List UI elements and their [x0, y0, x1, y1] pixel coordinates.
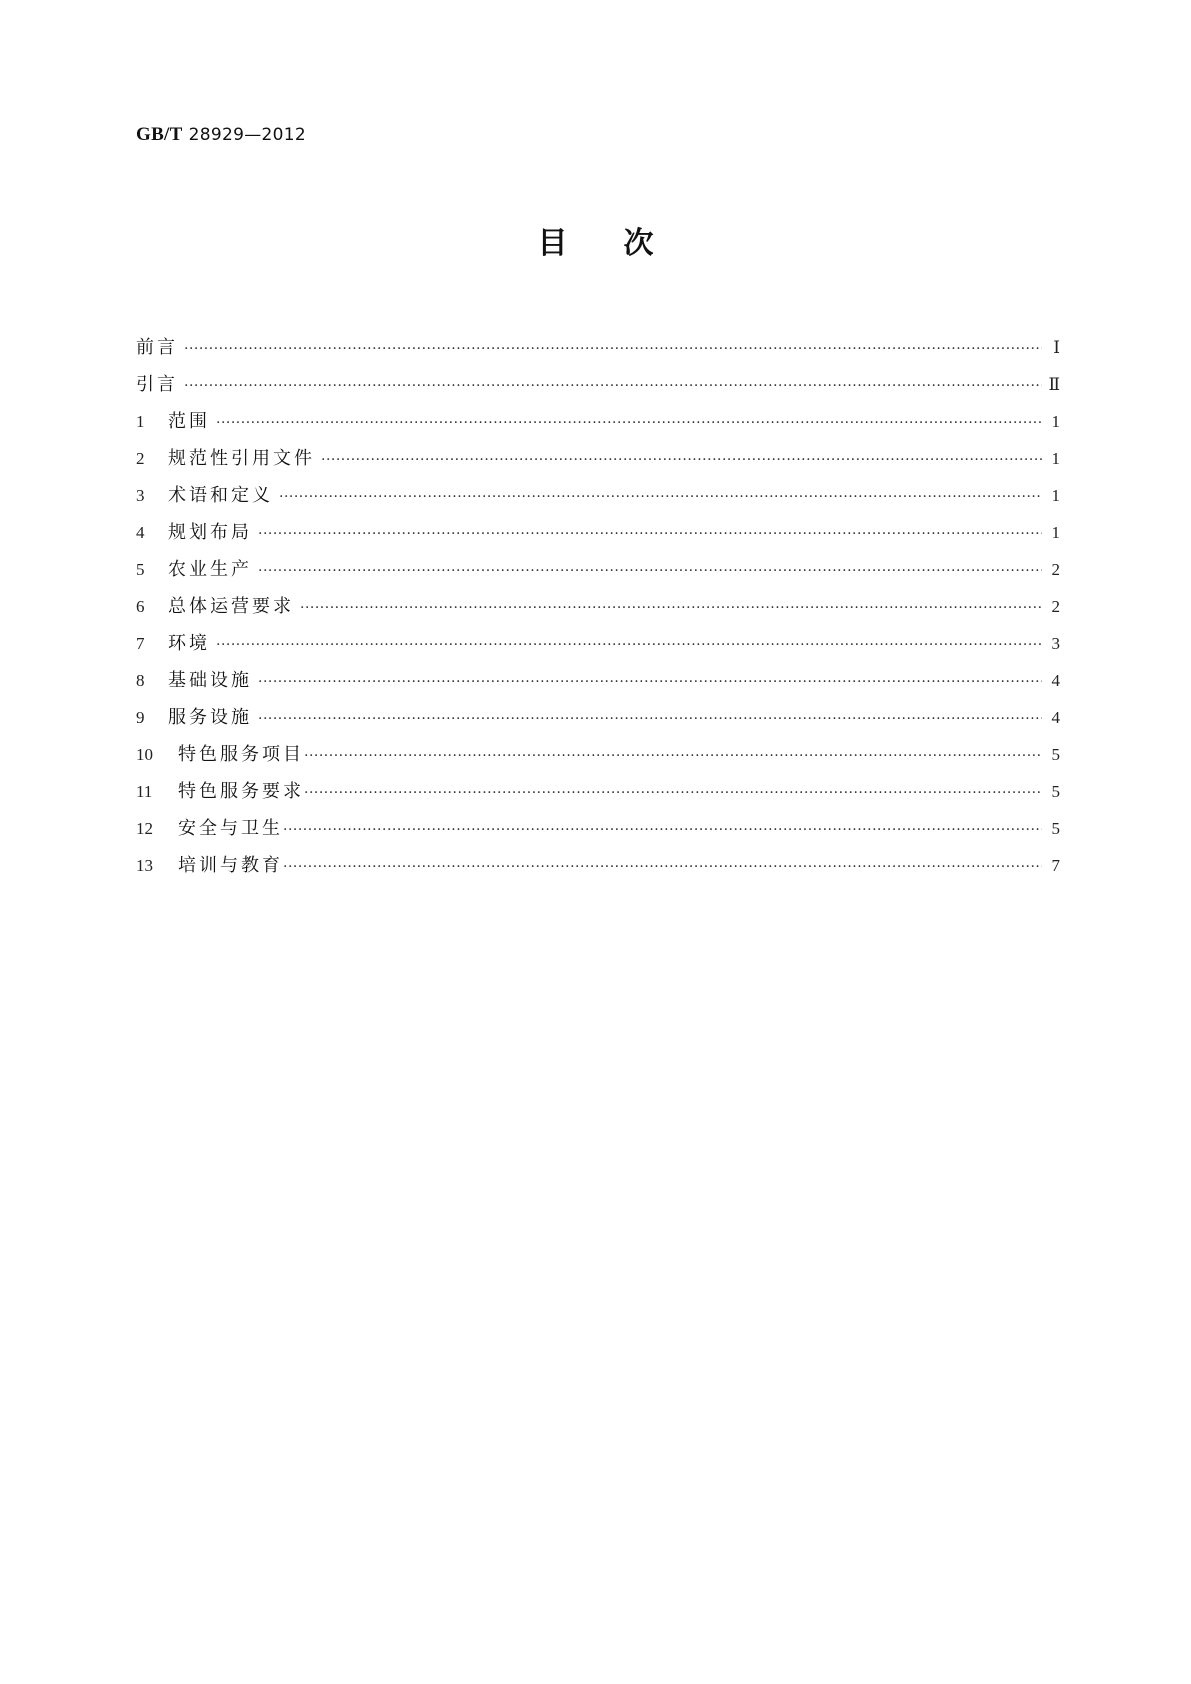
toc-title-char-1: 目: [537, 226, 568, 261]
toc-entry-number: 7: [136, 634, 145, 653]
toc-entry-10[interactable]: [136, 736, 1060, 773]
toc-entry-page: 1: [1051, 523, 1060, 542]
toc-entry-label: 服务设施: [168, 707, 252, 728]
dot-leader: [304, 775, 1042, 812]
dot-leader: [258, 664, 1042, 701]
toc-entry-number: 6: [136, 597, 145, 616]
toc-entry-label: 规划布局: [168, 522, 252, 543]
toc-entry-label: 环境: [168, 633, 210, 654]
toc-title: [0, 226, 1191, 262]
toc-entry-label: 术语和定义: [168, 485, 273, 506]
toc-entry-label: 培训与教育: [178, 855, 283, 876]
toc-entry-number: 10: [136, 745, 153, 764]
toc-entry-label: 引言: [136, 374, 178, 395]
toc-entry-13[interactable]: [136, 847, 1060, 884]
toc-entry-5[interactable]: [136, 551, 1060, 588]
dot-leader: [184, 331, 1042, 368]
standard-code: [136, 124, 306, 146]
toc-entry-label: 前言: [136, 337, 178, 358]
toc-entry-page: 1: [1051, 486, 1060, 505]
toc-entry-page: 4: [1051, 671, 1060, 690]
toc-entry-6[interactable]: [136, 588, 1060, 625]
toc-entry-label: 特色服务项目: [178, 744, 304, 765]
toc-entry-page: 2: [1051, 597, 1060, 616]
standard-code-number: 28929—2012: [188, 125, 306, 145]
dot-leader: [300, 590, 1042, 627]
standard-code-prefix: GB/T: [136, 124, 183, 145]
toc-entry-page: 4: [1051, 708, 1060, 727]
toc-entry-page: 1: [1051, 449, 1060, 468]
toc-entry-9[interactable]: [136, 699, 1060, 736]
toc-entry-number: 4: [136, 523, 145, 542]
toc-entry-label: 范围: [168, 411, 210, 432]
toc-entry-1[interactable]: [136, 403, 1060, 440]
toc-entry-7[interactable]: [136, 625, 1060, 662]
dot-leader: [283, 849, 1042, 886]
dot-leader: [321, 442, 1042, 479]
toc-entry-2[interactable]: [136, 440, 1060, 477]
dot-leader: [216, 405, 1042, 442]
toc-entry-label: 总体运营要求: [168, 596, 294, 617]
dot-leader: [258, 516, 1042, 553]
toc-entry-number: 8: [136, 671, 145, 690]
dot-leader: [258, 553, 1042, 590]
toc-entry-number: 5: [136, 560, 145, 579]
dot-leader: [258, 701, 1042, 738]
toc-entry-page: 5: [1051, 819, 1060, 838]
toc-entry-label: 基础设施: [168, 670, 252, 691]
toc-entry-number: 13: [136, 856, 153, 875]
toc-entry-number: 11: [136, 782, 153, 801]
dot-leader: [304, 738, 1042, 775]
dot-leader: [283, 812, 1042, 849]
toc-entry-introduction[interactable]: [136, 366, 1060, 403]
toc-entry-label: 农业生产: [168, 559, 252, 580]
toc-entry-label: 规范性引用文件: [168, 448, 315, 469]
toc-title-char-2: 次: [623, 226, 654, 261]
toc-entry-4[interactable]: [136, 514, 1060, 551]
toc-entry-number: 1: [136, 412, 145, 431]
toc-entry-page: 5: [1051, 745, 1060, 764]
toc-entry-11[interactable]: [136, 773, 1060, 810]
toc-entry-page: Ⅰ: [1053, 338, 1060, 357]
dot-leader: [184, 368, 1042, 405]
toc-entry-number: 3: [136, 486, 145, 505]
toc-entry-8[interactable]: [136, 662, 1060, 699]
toc-entry-label: 安全与卫生: [178, 818, 283, 839]
toc-entry-page: Ⅱ: [1048, 375, 1060, 394]
toc-entry-page: 7: [1051, 856, 1060, 875]
toc-entry-page: 5: [1051, 782, 1060, 801]
table-of-contents: [136, 329, 1060, 884]
toc-entry-number: 2: [136, 449, 145, 468]
dot-leader: [279, 479, 1042, 516]
dot-leader: [216, 627, 1042, 664]
toc-entry-page: 1: [1051, 412, 1060, 431]
toc-entry-foreword[interactable]: [136, 329, 1060, 366]
toc-entry-number: 12: [136, 819, 153, 838]
toc-entry-label: 特色服务要求: [178, 781, 304, 802]
toc-entry-page: 2: [1051, 560, 1060, 579]
toc-entry-page: 3: [1051, 634, 1060, 653]
toc-entry-3[interactable]: [136, 477, 1060, 514]
toc-entry-number: 9: [136, 708, 145, 727]
toc-entry-12[interactable]: [136, 810, 1060, 847]
